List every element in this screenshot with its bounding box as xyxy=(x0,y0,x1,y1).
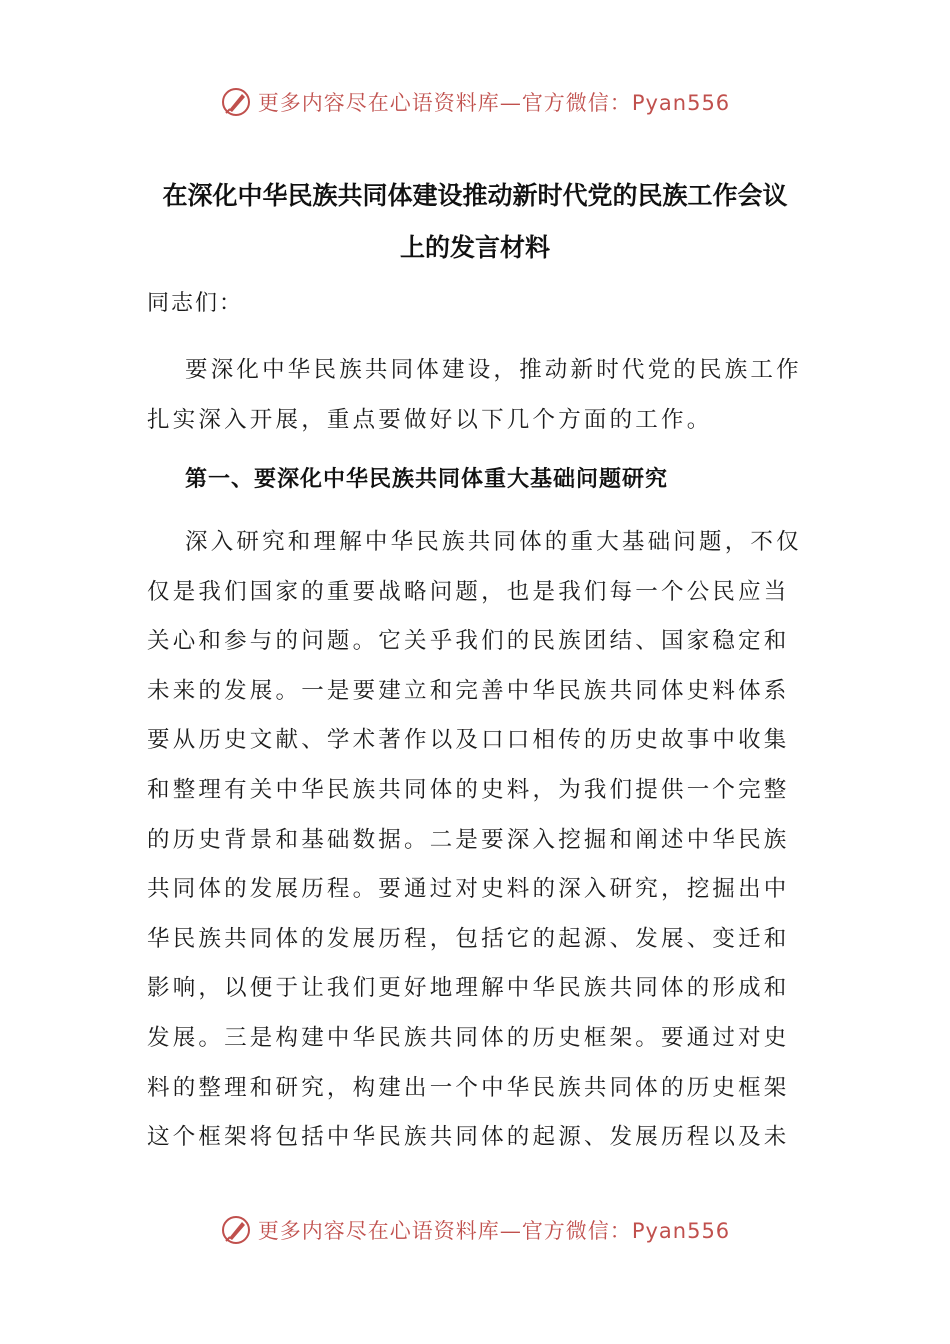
header-watermark-banner xyxy=(0,82,950,122)
watermark-text: 更多内容尽在心语资料库—官方微信：Pyan556 xyxy=(257,1219,731,1243)
paragraph-line: 发展。三是构建中华民族共同体的历史框架。要通过对史 xyxy=(147,1024,790,1051)
paragraph-line: 这个框架将包括中华民族共同体的起源、发展历程以及未 xyxy=(147,1124,790,1151)
watermark-text: 更多内容尽在心语资料库—官方微信：Pyan556 xyxy=(257,91,731,115)
intro-paragraph xyxy=(147,346,807,445)
paragraph-line: 和整理有关中华民族共同体的史料，为我们提供一个完整 xyxy=(147,776,790,803)
paragraph-line: 要深化中华民族共同体建设，推动新时代党的民族工作 xyxy=(185,357,802,383)
title-line-1: 在深化中华民族共同体建设推动新时代党的民族工作会议 xyxy=(162,181,788,210)
paragraph-line: 影响，以便于让我们更好地理解中华民族共同体的形成和 xyxy=(147,975,790,1002)
footer-watermark-banner xyxy=(0,1210,950,1250)
quill-pen-logo-icon xyxy=(220,1214,252,1246)
document-title xyxy=(120,170,830,274)
paragraph-line: 要从历史文献、学术著作以及口口相传的历史故事中收集 xyxy=(147,727,790,754)
section-1-paragraph xyxy=(147,518,807,1163)
paragraph-line: 料的整理和研究，构建出一个中华民族共同体的历史框架 xyxy=(147,1074,790,1101)
paragraph-line: 共同体的发展历程。要通过对史料的深入研究，挖掘出中 xyxy=(147,876,790,903)
paragraph-line: 关心和参与的问题。它关乎我们的民族团结、国家稳定和 xyxy=(147,628,790,655)
salutation: 同志们： xyxy=(147,291,244,316)
title-line-2: 上的发言材料 xyxy=(399,233,550,262)
paragraph-line: 深入研究和理解中华民族共同体的重大基础问题，不仅 xyxy=(185,529,802,555)
paragraph-line: 的历史背景和基础数据。二是要深入挖掘和阐述中华民族 xyxy=(147,826,790,853)
paragraph-line: 华民族共同体的发展历程，包括它的起源、发展、变迁和 xyxy=(147,925,790,952)
paragraph-line: 仅是我们国家的重要战略问题，也是我们每一个公民应当 xyxy=(147,578,790,605)
quill-pen-logo-icon xyxy=(220,86,252,118)
section-heading: 第一、要深化中华民族共同体重大基础问题研究 xyxy=(185,467,669,492)
paragraph-line: 扎实深入开展，重点要做好以下几个方面的工作。 xyxy=(147,406,713,433)
paragraph-line: 未来的发展。一是要建立和完善中华民族共同体史料体系 xyxy=(147,677,790,704)
